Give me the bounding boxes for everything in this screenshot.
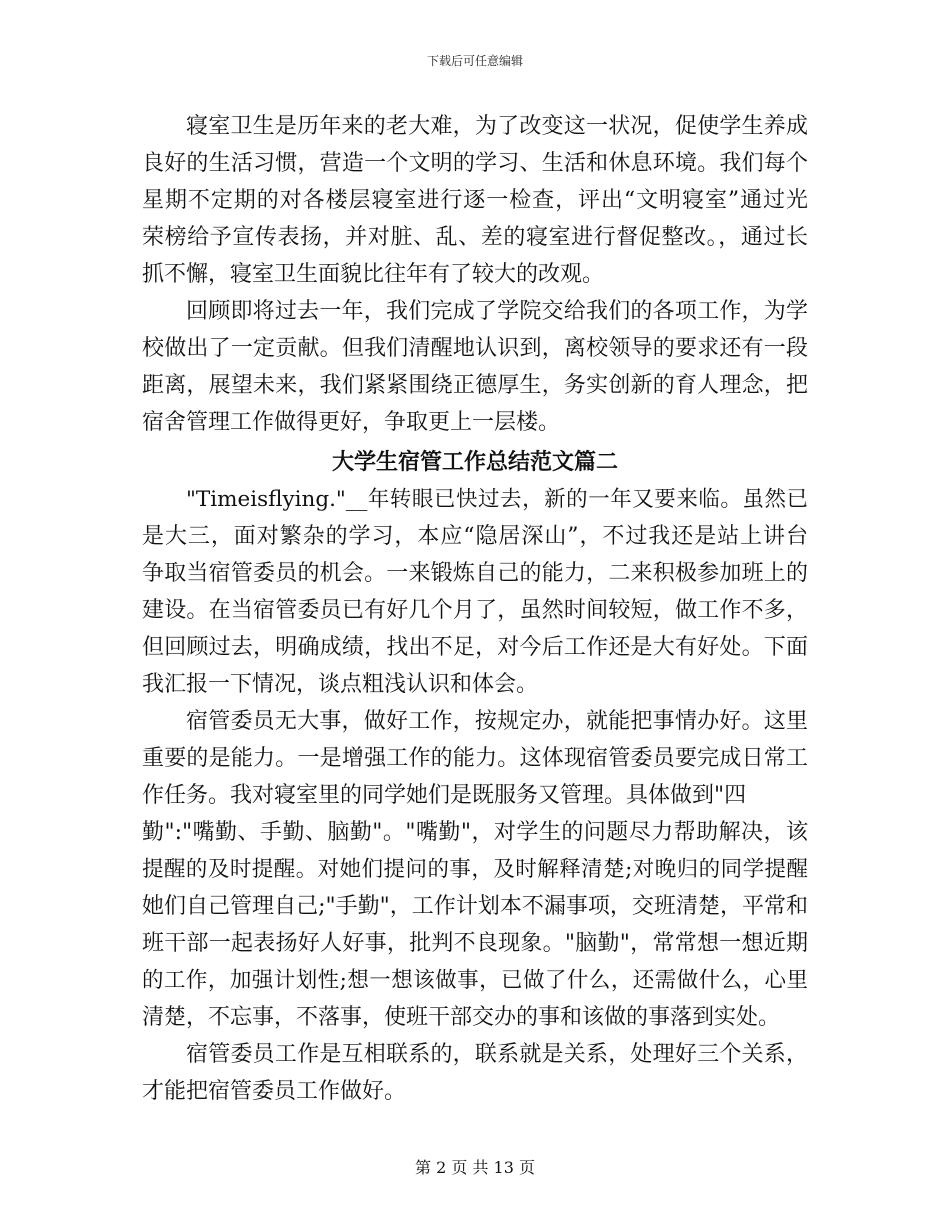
paragraph-2-line: 宿舍管理工作做得更好，争取更上一层楼。 [142, 410, 561, 435]
paragraph-1-line: 寝室卫生是历年来的老大难，为了改变这一状况，促使学生养成 [186, 114, 808, 139]
paragraph-1-line: 荣榜给予宣传表扬，并对脏、乱、差的寝室进行督促整改。，通过长 [142, 225, 808, 250]
paragraph-4-line: 她们自己管理自己;"手勤"，工作计划本不漏事项，交班清楚，平常和 [142, 894, 808, 919]
page-footer: 第 2 页 共 13 页 [415, 1158, 535, 1177]
paragraph-3-line: 争取当宿管委员的机会。一来锻炼自己的能力，二来积极参加班上的 [142, 561, 808, 586]
paragraph-1-line: 抓不懈，寝室卫生面貌比往年有了较大的改观。 [142, 262, 605, 287]
paragraph-3-line: 建设。在当宿管委员已有好几个月了，虽然时间较短，做工作不多， [142, 598, 808, 623]
paragraph-4-line: 作任务。我对寝室里的同学她们是既服务又管理。具体做到"四 [142, 783, 747, 808]
paragraph-4-line: 提醒的及时提醒。对她们提问的事，及时解释清楚;对晚归的同学提醒 [142, 857, 808, 882]
paragraph-2-line: 回顾即将过去一年，我们完成了学院交给我们的各项工作，为学 [186, 299, 808, 324]
paragraph-4-line: 的工作，加强计划性;想一想该做事，已做了什么，还需做什么，心里 [142, 968, 808, 993]
paragraph-3-line: "Timeisflying."__年转眼已快过去，新的一年又要来临。虽然已 [186, 487, 808, 512]
paragraph-5-line: 才能把宿管委员工作做好。 [142, 1079, 407, 1104]
paragraph-3-line: 我汇报一下情况，谈点粗浅认识和体会。 [142, 672, 539, 697]
paragraph-4-line: 宿管委员无大事，做好工作，按规定办，就能把事情办好。这里 [186, 709, 808, 734]
paragraph-3-line: 但回顾过去，明确成绩，找出不足，对今后工作还是大有好处。下面 [142, 635, 808, 660]
paragraph-4-line: 勤":"嘴勤、手勤、脑勤"。"嘴勤"，对学生的问题尽力帮助解决，该 [142, 820, 808, 845]
section-heading: 大学生宿管工作总结范文篇二 [331, 449, 618, 475]
paragraph-2-line: 距离，展望未来，我们紧紧围绕正德厚生，务实创新的育人理念，把 [142, 373, 808, 398]
page-header: 下载后可任意编辑 [426, 54, 523, 68]
paragraph-4-line: 清楚，不忘事，不落事，使班干部交办的事和该做的事落到实处。 [142, 1005, 781, 1030]
paragraph-1-line: 良好的生活习惯，营造一个文明的学习、生活和休息环境。我们每个 [142, 151, 808, 176]
paragraph-4-line: 班干部一起表扬好人好事，批判不良现象。"脑勤"，常常想一想近期 [142, 931, 808, 956]
paragraph-5-line: 宿管委员工作是互相联系的，联系就是关系，处理好三个关系， [186, 1042, 808, 1067]
paragraph-4-line: 重要的是能力。一是增强工作的能力。这体现宿管委员要完成日常工 [142, 746, 808, 771]
paragraph-1-line: 星期不定期的对各楼层寝室进行逐一检查，评出“文明寝室”通过光 [142, 188, 808, 213]
paragraph-2-line: 校做出了一定贡献。但我们清醒地认识到，离校领导的要求还有一段 [142, 336, 808, 361]
paragraph-3-line: 是大三，面对繁杂的学习，本应“隐居深山”，不过我还是站上讲台 [142, 524, 808, 549]
